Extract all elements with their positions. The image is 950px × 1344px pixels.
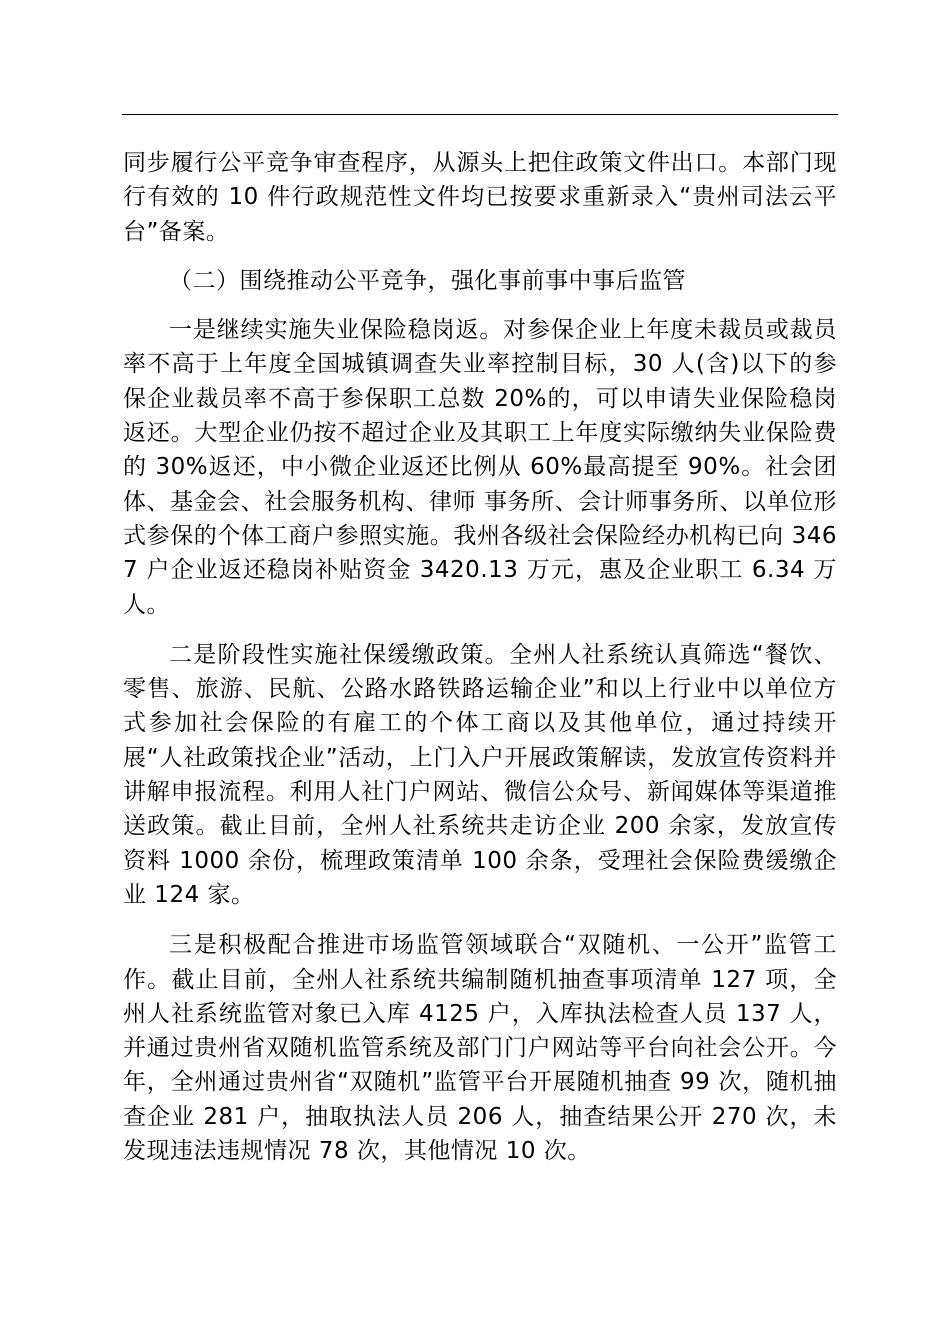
paragraph-unemployment-insurance: 一是继续实施失业保险稳岗返。对参保企业上年度未裁员或裁员率不高于上年度全国城镇调查失业率控制目标，30 人(含)以下的参保企业裁员率不高于参保职工总数 20%的，可以申请失业保险稳岗返还。大型企业仍按不超过企业及其职工上年度实际缴纳失业保险费的 30%返还，中小微企业返还比例从 60%最高提至 90%。社会团体、基金会、社会服务机构、律师 事务所、会计师事务所、以单位形式参保的个体工商户参照实施。我州各级社会保险经办机构已向 3467 户企业返还稳岗补贴资金 3420.13 万元，惠及企业职工 6.34 万人。 <box>123 317 837 618</box>
section-heading: （二）围绕推动公平竞争，强化事前事中事后监管 <box>169 267 686 294</box>
paragraph-social-security-deferral: 二是阶段性实施社保缓缴政策。全州人社系统认真筛选“餐饮、零售、旅游、民航、公路水路铁路运输企业”和以上行业中以单位方式参加社会保险的有雇工的个体工商以及其他单位，通过持续开展“人社政策找企业”活动，上门入户开展政策解读，发放宣传资料并讲解申报流程。利用人社门户网站、微信公众号、新闻媒体等渠道推送政策。截止目前，全州人社系统共走访企业 200 余家，发放宣传资料 1000 余份，梳理政策清单 100 余条，受理社会保险费缓缴企业 124 家。 <box>123 641 837 908</box>
document-body <box>123 146 837 1168</box>
paragraph-continuation: 同步履行公平竞争审查程序，从源头上把住政策文件出口。本部门现行有效的 10 件行政规范性文件均已按要求重新录入“贵州司法云平台”备案。 <box>123 150 837 245</box>
paragraph-double-random-supervision: 三是积极配合推进市场监管领域联合“双随机、一公开”监管工作。截止目前，全州人社系统共编制随机抽查事项清单 127 项，全州人社系统监管对象已入库 4125 户，入库执法检查人员 137 人，并通过贵州省双随机监管系统及部门门户网站等平台向社会公开。今年，全州通过贵州省“双随机”监管平台开展随机抽查 99 次，随机抽查企业 281 户，抽取执法人员 206 人，抽查结果公开 270 次，未发现违法违规情况 78 次，其他情况 10 次。 <box>123 932 837 1165</box>
header-rule <box>122 114 838 115</box>
